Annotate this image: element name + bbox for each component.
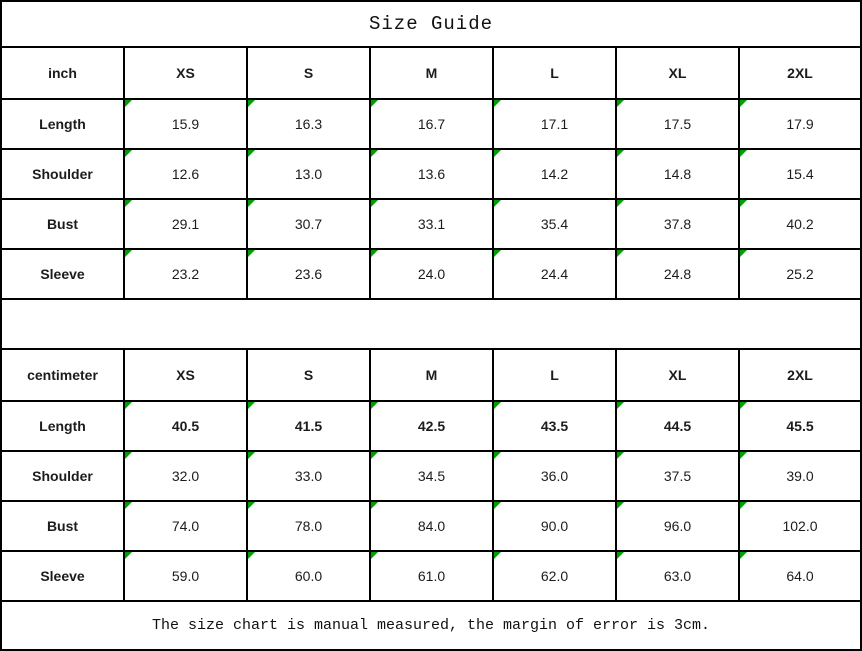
size-value-cell: 44.5 [616,401,739,451]
size-header-2xl: 2XL [739,47,861,99]
size-value-cell: 15.4 [739,149,861,199]
size-value-cell: 30.7 [247,199,370,249]
table-spacer [1,299,861,349]
unit-label-centimeter: centimeter [1,349,124,401]
size-value-cell: 17.1 [493,99,616,149]
row-label: Sleeve [1,249,124,299]
row-label: Shoulder [1,149,124,199]
size-value-cell: 33.0 [247,451,370,501]
size-header-xl: XL [616,47,739,99]
table-row-cm-shoulder [1,451,861,501]
size-value-cell: 45.5 [739,401,861,451]
size-header-xl: XL [616,349,739,401]
size-value-cell: 63.0 [616,551,739,601]
size-value-cell: 12.6 [124,149,247,199]
size-value-cell: 14.2 [493,149,616,199]
table-row-inch-length [1,99,861,149]
size-value-cell: 16.7 [370,99,493,149]
size-value-cell: 25.2 [739,249,861,299]
size-header-m: M [370,349,493,401]
size-value-cell: 34.5 [370,451,493,501]
size-value-cell: 60.0 [247,551,370,601]
title-row [1,1,861,47]
size-header-s: S [247,349,370,401]
inch-header-row [1,47,861,99]
size-value-cell: 15.9 [124,99,247,149]
table-row-cm-sleeve [1,551,861,601]
size-value-cell: 37.5 [616,451,739,501]
size-value-cell: 74.0 [124,501,247,551]
footer-row [1,601,861,650]
size-value-cell: 43.5 [493,401,616,451]
table-row-cm-bust [1,501,861,551]
size-header-xs: XS [124,47,247,99]
size-value-cell: 24.8 [616,249,739,299]
size-value-cell: 36.0 [493,451,616,501]
size-header-xs: XS [124,349,247,401]
row-label: Bust [1,501,124,551]
size-value-cell: 35.4 [493,199,616,249]
size-value-cell: 24.0 [370,249,493,299]
size-value-cell: 59.0 [124,551,247,601]
size-value-cell: 78.0 [247,501,370,551]
size-value-cell: 90.0 [493,501,616,551]
size-header-2xl: 2XL [739,349,861,401]
size-value-cell: 40.2 [739,199,861,249]
size-value-cell: 62.0 [493,551,616,601]
table-row-inch-bust [1,199,861,249]
row-label: Shoulder [1,451,124,501]
row-label: Bust [1,199,124,249]
size-value-cell: 102.0 [739,501,861,551]
size-header-m: M [370,47,493,99]
size-value-cell: 40.5 [124,401,247,451]
size-value-cell: 32.0 [124,451,247,501]
size-value-cell: 42.5 [370,401,493,451]
size-value-cell: 61.0 [370,551,493,601]
size-value-cell: 37.8 [616,199,739,249]
unit-label-inch: inch [1,47,124,99]
size-value-cell: 17.5 [616,99,739,149]
size-value-cell: 84.0 [370,501,493,551]
size-header-s: S [247,47,370,99]
size-value-cell: 39.0 [739,451,861,501]
row-label: Sleeve [1,551,124,601]
size-value-cell: 96.0 [616,501,739,551]
size-value-cell: 29.1 [124,199,247,249]
size-value-cell: 41.5 [247,401,370,451]
size-value-cell: 14.8 [616,149,739,199]
size-header-l: L [493,349,616,401]
size-value-cell: 24.4 [493,249,616,299]
size-value-cell: 13.6 [370,149,493,199]
size-value-cell: 33.1 [370,199,493,249]
centimeter-header-row [1,349,861,401]
size-value-cell: 17.9 [739,99,861,149]
row-label: Length [1,401,124,451]
size-value-cell: 23.2 [124,249,247,299]
table-row-inch-sleeve [1,249,861,299]
size-value-cell: 16.3 [247,99,370,149]
size-value-cell: 13.0 [247,149,370,199]
row-label: Length [1,99,124,149]
table-row-cm-length [1,401,861,451]
table-spacer-row [1,299,861,349]
page-title: Size Guide [1,1,861,47]
size-value-cell: 64.0 [739,551,861,601]
size-header-l: L [493,47,616,99]
table-row-inch-shoulder [1,149,861,199]
size-value-cell: 23.6 [247,249,370,299]
footer-note: The size chart is manual measured, the margin of error is 3cm. [1,601,861,650]
